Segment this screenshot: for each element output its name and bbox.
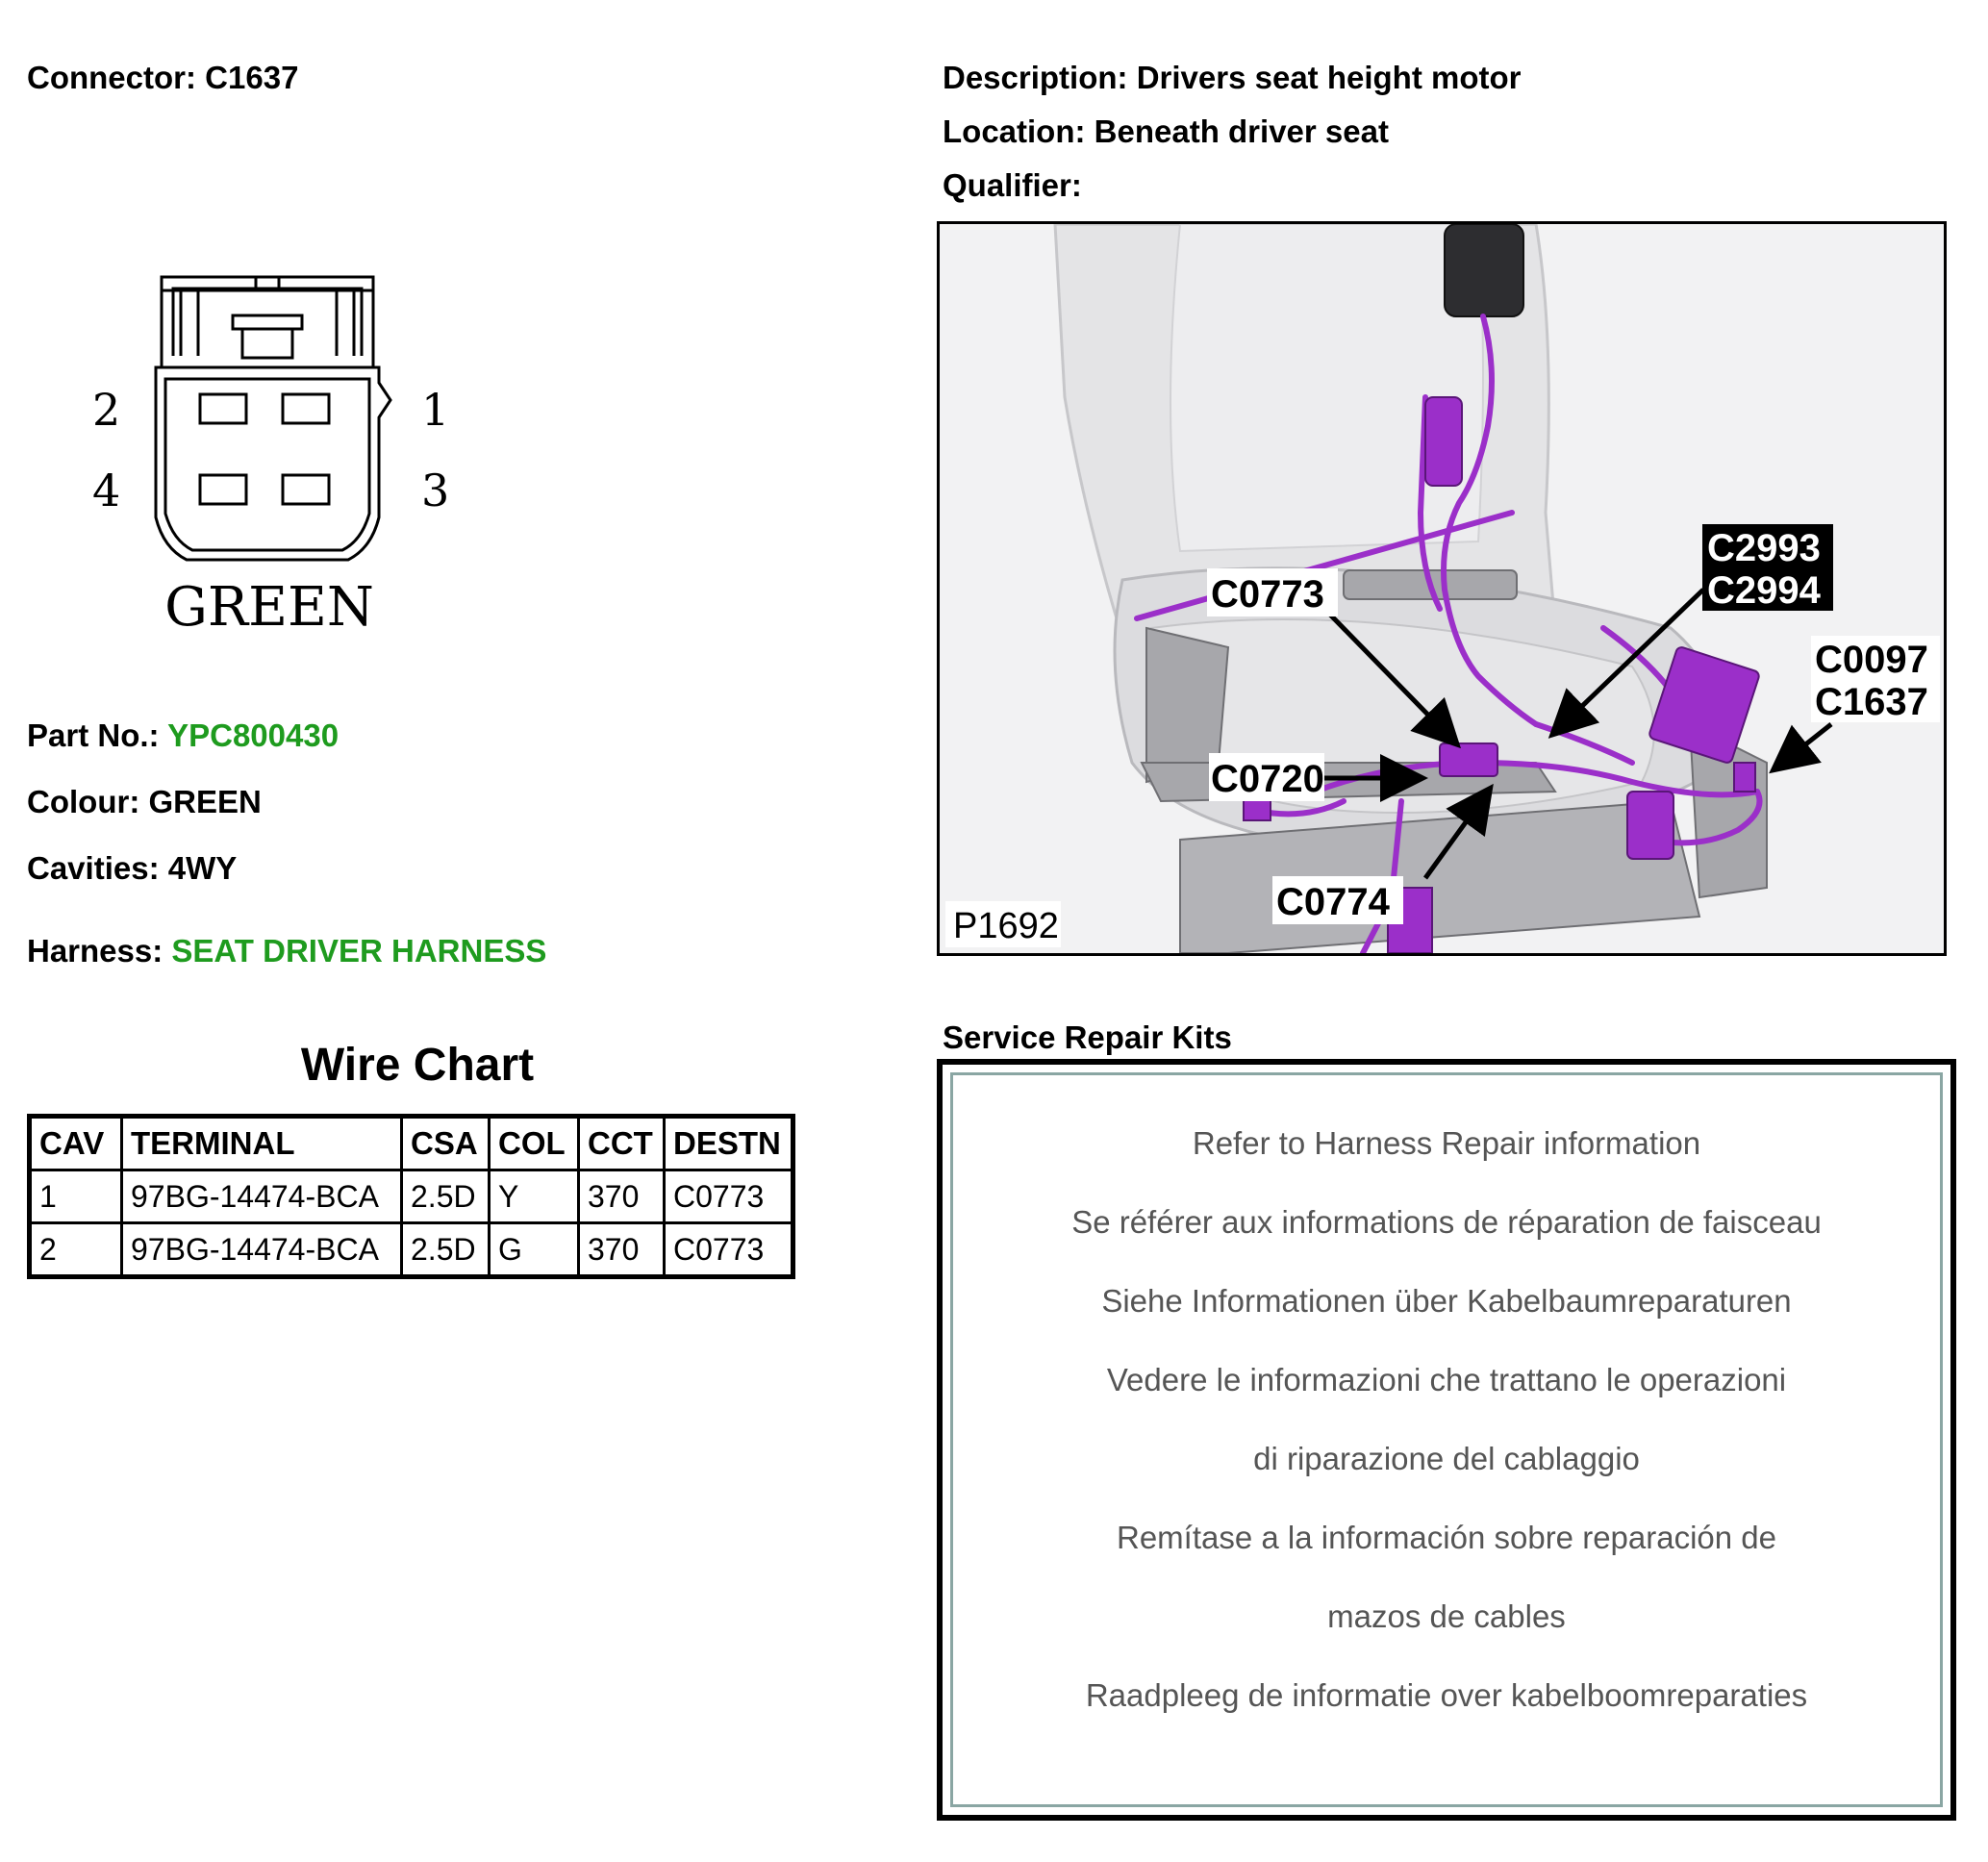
part-number-label: Part No.: [27, 717, 160, 753]
repair-line-es-2: mazos de cables [1327, 1598, 1566, 1634]
description-label: Description: [943, 60, 1128, 95]
cavities-value: 4WY [167, 850, 238, 886]
colour-label: Colour: [27, 784, 140, 819]
harness-value: SEAT DRIVER HARNESS [171, 933, 547, 969]
cavities [27, 850, 237, 887]
qualifier-label: Qualifier: [943, 167, 1082, 203]
cell-destn: C0773 [665, 1170, 793, 1223]
figure-id: P1692 [953, 906, 1059, 946]
location-label: Location: [943, 113, 1086, 149]
wire-chart-header-row [30, 1117, 793, 1170]
repair-line-nl: Raadpleeg de informatie over kabelboomreparaties [1085, 1677, 1808, 1713]
table-row [30, 1170, 793, 1223]
table-row [30, 1223, 793, 1277]
harness [27, 933, 546, 969]
wire-chart-table [27, 1114, 795, 1279]
pin-1-label: 1 [421, 384, 450, 436]
description-value: Drivers seat height motor [1136, 60, 1522, 95]
col-cav-header: CAV [30, 1117, 122, 1170]
part-number-value: YPC800430 [167, 717, 340, 753]
service-repair-title: Service Repair Kits [943, 1019, 1232, 1055]
qualifier-heading [943, 167, 1082, 204]
colour [27, 784, 262, 820]
pin-2-label: 2 [92, 384, 121, 436]
description-heading [943, 60, 1521, 96]
repair-line-it-2: di riparazione del cablaggio [1253, 1441, 1640, 1476]
callout-c0774: C0774 [1276, 881, 1390, 923]
cell-col: Y [490, 1170, 579, 1223]
wire-chart-title: Wire Chart [300, 1040, 535, 1091]
col-csa-header: CSA [402, 1117, 490, 1170]
col-destn-header: DESTN [665, 1117, 793, 1170]
part-number [27, 717, 339, 754]
repair-line-it-1: Vedere le informazioni che trattano le operazioni [1106, 1362, 1787, 1397]
repair-line-es-1: Remítase a la información sobre reparación de [1116, 1520, 1777, 1555]
cell-terminal: 97BG-14474-BCA [122, 1223, 402, 1277]
col-cct-header: CCT [579, 1117, 665, 1170]
cell-col: G [490, 1223, 579, 1277]
connector-heading [27, 60, 298, 96]
repair-line-en: Refer to Harness Repair information [1192, 1125, 1701, 1161]
cell-csa: 2.5D [402, 1170, 490, 1223]
colour-value: GREEN [148, 784, 262, 819]
cell-csa: 2.5D [402, 1223, 490, 1277]
cell-cav: 2 [30, 1223, 122, 1277]
cell-destn: C0773 [665, 1223, 793, 1277]
pin-4-label: 4 [92, 465, 121, 516]
repair-line-de: Siehe Informationen über Kabelbaumreparaturen [1101, 1283, 1792, 1319]
location-heading [943, 113, 1389, 150]
cell-cct: 370 [579, 1223, 665, 1277]
cavities-label: Cavities: [27, 850, 160, 886]
callout-c0720: C0720 [1211, 758, 1324, 800]
repair-line-fr: Se référer aux informations de réparation de faisceau [1071, 1204, 1822, 1240]
connector-colour-text: GREEN [164, 576, 374, 639]
location-value: Beneath driver seat [1094, 113, 1389, 149]
connector-face-diagram [77, 260, 481, 664]
connector-label: Connector: [27, 60, 196, 95]
col-col-header: COL [490, 1117, 579, 1170]
callout-c0773: C0773 [1211, 573, 1324, 616]
pin-3-label: 3 [421, 465, 450, 516]
connector-value: C1637 [205, 60, 299, 95]
callout-c1637: C1637 [1815, 681, 1928, 723]
callout-c0097: C0097 [1815, 639, 1928, 681]
upper-motor-shape [1445, 224, 1523, 316]
harness-label: Harness: [27, 933, 164, 969]
location-illustration [937, 221, 1947, 956]
service-repair-inner-frame [950, 1072, 1943, 1807]
cell-cct: 370 [579, 1170, 665, 1223]
callout-c2994: C2994 [1707, 569, 1821, 612]
service-repair-box [937, 1059, 1956, 1821]
cell-cav: 1 [30, 1170, 122, 1223]
col-terminal-header: TERMINAL [122, 1117, 402, 1170]
callout-c2993: C2993 [1707, 527, 1821, 569]
cell-terminal: 97BG-14474-BCA [122, 1170, 402, 1223]
